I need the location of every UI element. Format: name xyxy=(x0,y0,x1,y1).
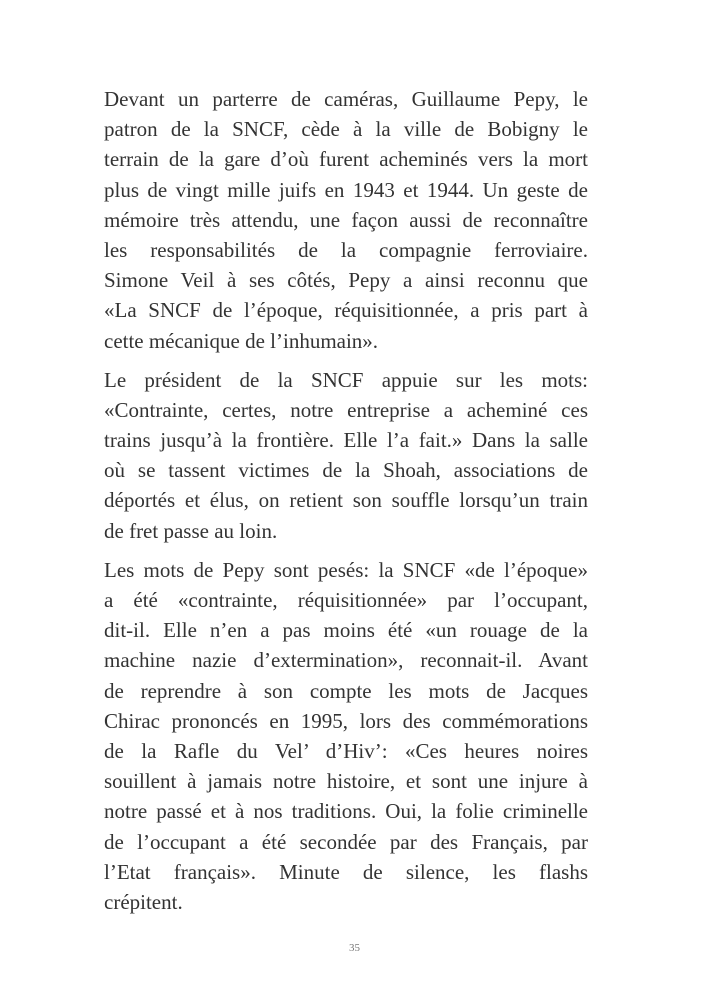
text-line: de fret passe au loin. xyxy=(104,518,278,543)
text-line: les responsabilités de la compagnie ferroviaire. xyxy=(104,237,588,262)
text-line: patron de la SNCF, cède à la ville de Bobigny le xyxy=(104,117,588,142)
text-line: dit-il. Elle n’en a pas moins été «un rouage de la xyxy=(104,618,588,643)
text-line: déportés et élus, on retient son souffle lorsqu’un train xyxy=(104,488,588,513)
text-line: «Contrainte, certes, notre entreprise a acheminé ces xyxy=(104,397,588,422)
text-line: Le président de la SNCF appuie sur les mots: xyxy=(104,367,588,392)
text-line: Devant un parterre de caméras, Guillaume Pepy, le xyxy=(104,87,588,111)
text-line: crépitent. xyxy=(104,889,183,914)
text-line: «La SNCF de l’époque, réquisitionnée, a pris part à xyxy=(104,298,588,323)
page-number: 35 xyxy=(349,942,360,954)
text-line: de l’occupant a été secondée par des Français, par xyxy=(104,829,588,854)
text-line: trains jusqu’à la frontière. Elle l’a fait.» Dans la salle xyxy=(104,428,588,453)
text-line: Chirac prononcés en 1995, lors des commémorations xyxy=(104,708,588,733)
paragraph xyxy=(104,84,588,356)
text-line: plus de vingt mille juifs en 1943 et 1944. Un geste de xyxy=(104,177,588,202)
text-line: machine nazie d’extermination», reconnait-il. Avant xyxy=(104,648,588,673)
text-line: terrain de la gare d’où furent acheminés vers la mort xyxy=(104,147,588,172)
text-line: a été «contrainte, réquisitionnée» par l’occupant, xyxy=(104,588,588,612)
text-line: notre passé et à nos traditions. Oui, la folie criminelle xyxy=(104,799,588,824)
text-line: cette mécanique de l’inhumain». xyxy=(104,328,379,353)
text-line: de la Rafle du Vel’ d’Hiv’: «Ces heures noires xyxy=(104,738,588,763)
text-line: Simone Veil à ses côtés, Pepy a ainsi reconnu que xyxy=(104,268,588,293)
text-line: Les mots de Pepy sont pesés: la SNCF «de l’époque» xyxy=(104,557,588,582)
paragraph xyxy=(104,365,588,546)
text-line: de reprendre à son compte les mots de Jacques xyxy=(104,678,588,703)
body-text xyxy=(104,84,588,926)
text-line: souillent à jamais notre histoire, et sont une injure à xyxy=(104,769,588,794)
text-line: l’Etat français». Minute de silence, les flashs xyxy=(104,859,588,884)
paragraph xyxy=(104,555,588,917)
text-line: mémoire très attendu, une façon aussi de reconnaître xyxy=(104,207,588,232)
text-line: où se tassent victimes de la Shoah, associations de xyxy=(104,458,588,483)
